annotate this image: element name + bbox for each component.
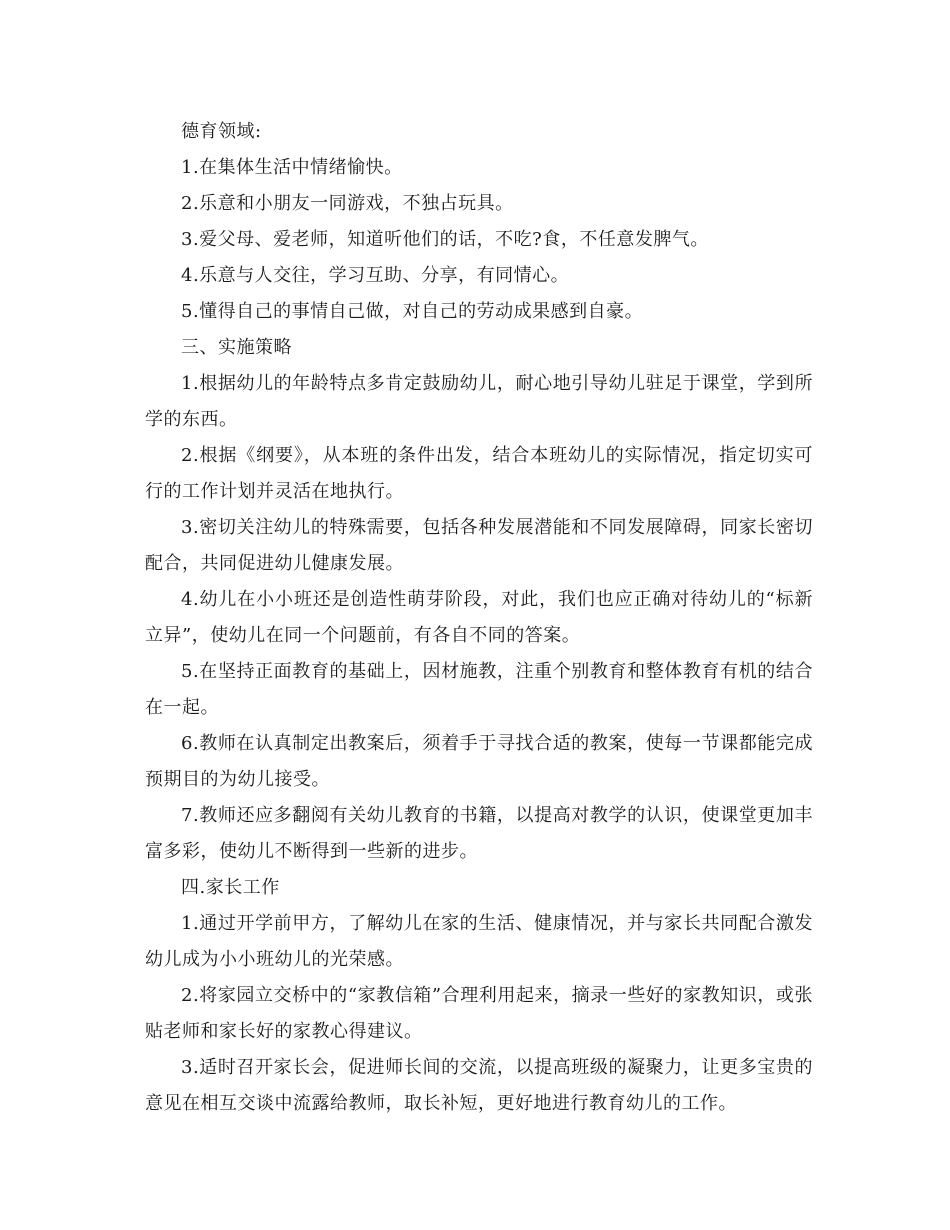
document-body <box>145 114 813 1122</box>
list-item: 7.教师还应多翻阅有关幼儿教育的书籍，以提高对教学的认识，使课堂更加丰富多彩，使幼儿不断得到一些新的进步。 <box>145 805 813 862</box>
list-item: 2.根据《纲要》，从本班的条件出发，结合本班幼儿的实际情况，指定切实可行的工作计划并灵活在地执行。 <box>145 445 813 502</box>
list-item: 4.幼儿在小小班还是创造性萌芽阶段，对此，我们也应正确对待幼儿的“标新立异”，使幼儿在同一个问题前，有各自不同的答案。 <box>145 589 813 646</box>
list-item: 6.教师在认真制定出教案后，须着手于寻找合适的教案，使每一节课都能完成预期目的为幼儿接受。 <box>145 733 813 790</box>
list-item: 1.通过开学前甲方，了解幼儿在家的生活、健康情况，并与家长共同配合激发幼儿成为小小班幼儿的光荣感。 <box>145 913 813 970</box>
section-heading-strategy: 三、实施策略 <box>181 337 292 358</box>
section-heading-parents: 四.家长工作 <box>181 877 280 898</box>
list-item: 5.懂得自己的事情自己做，对自己的劳动成果感到自豪。 <box>181 301 644 322</box>
section-heading-moral: 德育领域: <box>181 121 262 142</box>
list-item: 2.乐意和小朋友一同游戏，不独占玩具。 <box>181 193 514 214</box>
list-item: 3.密切关注幼儿的特殊需要，包括各种发展潜能和不同发展障碍，同家长密切配合，共同促进幼儿健康发展。 <box>145 517 813 574</box>
list-item: 1.根据幼儿的年龄特点多肯定鼓励幼儿，耐心地引导幼儿驻足于课堂，学到所学的东西。 <box>145 373 813 430</box>
list-item: 4.乐意与人交往，学习互助、分享，有同情心。 <box>181 265 570 286</box>
list-item: 3.适时召开家长会，促进师长间的交流，以提高班级的凝聚力，让更多宝贵的意见在相互交谈中流露给教师，取长补短，更好地进行教育幼儿的工作。 <box>145 1057 813 1114</box>
list-item: 5.在坚持正面教育的基础上，因材施教，注重个别教育和整体教育有机的结合在一起。 <box>145 661 813 718</box>
list-item: 3.爱父母、爱老师，知道听他们的话，不吃?食，不任意发脾气。 <box>181 229 709 250</box>
list-item: 2.将家园立交桥中的“家教信箱”合理利用起来，摘录一些好的家教知识，或张贴老师和家长好的家教心得建议。 <box>145 985 813 1042</box>
list-item: 1.在集体生活中情绪愉快。 <box>181 157 403 178</box>
